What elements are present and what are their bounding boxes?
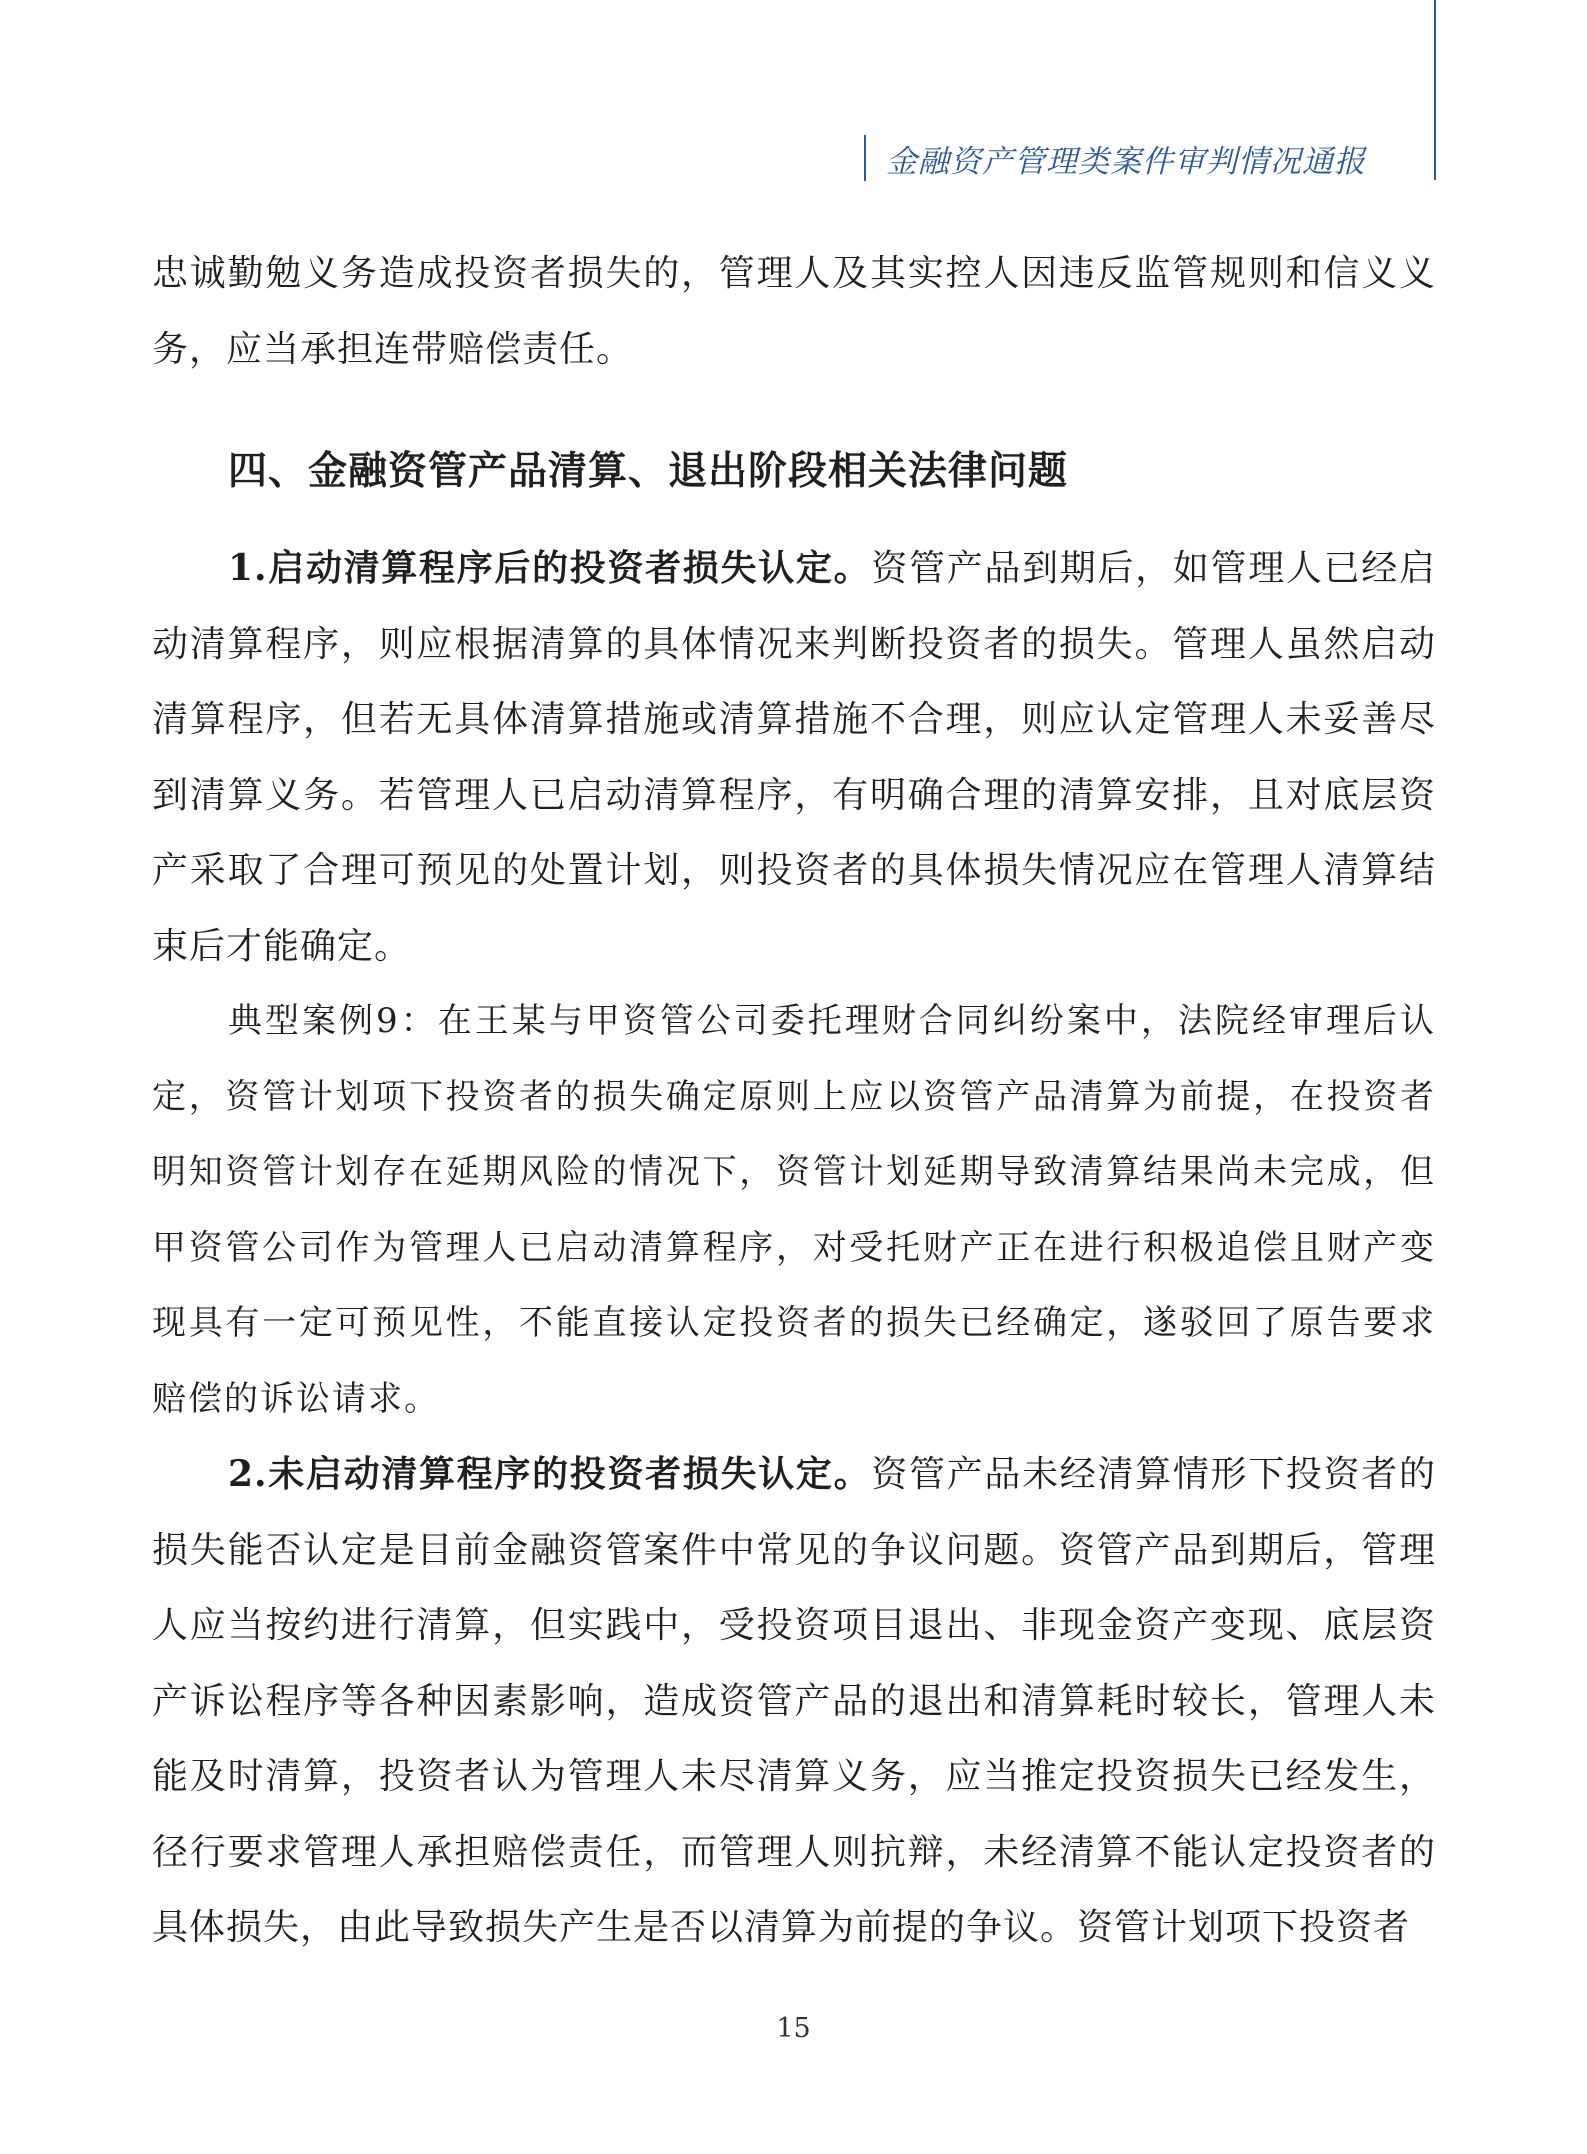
page-number: 15: [776, 2013, 811, 2044]
paragraph-case-9: 典型案例9：在王某与甲资管公司委托理财合同纠纷案中，法院经审理后认定，资管计划项下投资者的损失确定原则上应以资管产品清算为前提，在投资者明知资管计划存在延期风险的情况下，资管计划延期导致清算结果尚未完成，但甲资管公司作为管理人已启动清算程序，对受托财产正在进行积极追偿且财产变现具有一定可预见性，不能直接认定投资者的损失已经确定，遂驳回了原告要求赔偿的诉讼请求。: [152, 1001, 1436, 1419]
item-2-lead: 2.未启动清算程序的投资者损失认定。: [228, 1453, 872, 1495]
paragraph-item-1: [152, 531, 1436, 984]
header-vertical-rule: [1434, 0, 1436, 180]
item-2-body: 资管产品未经清算情形下投资者的损失能否认定是目前金融资管案件中常见的争议问题。资管产品到期后，管理人应当按约进行清算，但实践中，受投资项目退出、非现金资产变现、底层资产诉讼程序等各种因素影响，造成资管产品的退出和清算耗时较长，管理人未能及时清算，投资者认为管理人未尽清算义务，应当推定投资损失已经发生，径行要求管理人承担赔偿责任，而管理人则抗辩，未经清算不能认定投资者的具体损失，由此导致损失产生是否以清算为前提的争议。资管计划项下投资者: [152, 1454, 1436, 1948]
header-bar-divider: [864, 135, 866, 181]
section-heading: 四、金融资管产品清算、退出阶段相关法律问题: [228, 449, 1069, 494]
running-header-title: 金融资产管理类案件审判情况通报: [886, 143, 1366, 180]
running-header: [864, 134, 1366, 182]
item-1-lead: 1.启动清算程序后的投资者损失认定。: [228, 547, 872, 589]
item-1-body: 资管产品到期后，如管理人已经启动清算程序，则应根据清算的具体情况来判断投资者的损失。管理人虽然启动清算程序，但若无具体清算措施或清算措施不合理，则应认定管理人未妥善尽到清算义务。若管理人已启动清算程序，有明确合理的清算安排，且对底层资产采取了合理可预见的处置计划，则投资者的具体损失情况应在管理人清算结束后才能确定。: [152, 548, 1436, 967]
paragraph-item-2: [152, 1437, 1436, 1966]
page-body: [152, 236, 1436, 1966]
paragraph-continued: 忠诚勤勉义务造成投资者损失的，管理人及其实控人因违反监管规则和信义义务，应当承担连带赔偿责任。: [152, 253, 1436, 370]
